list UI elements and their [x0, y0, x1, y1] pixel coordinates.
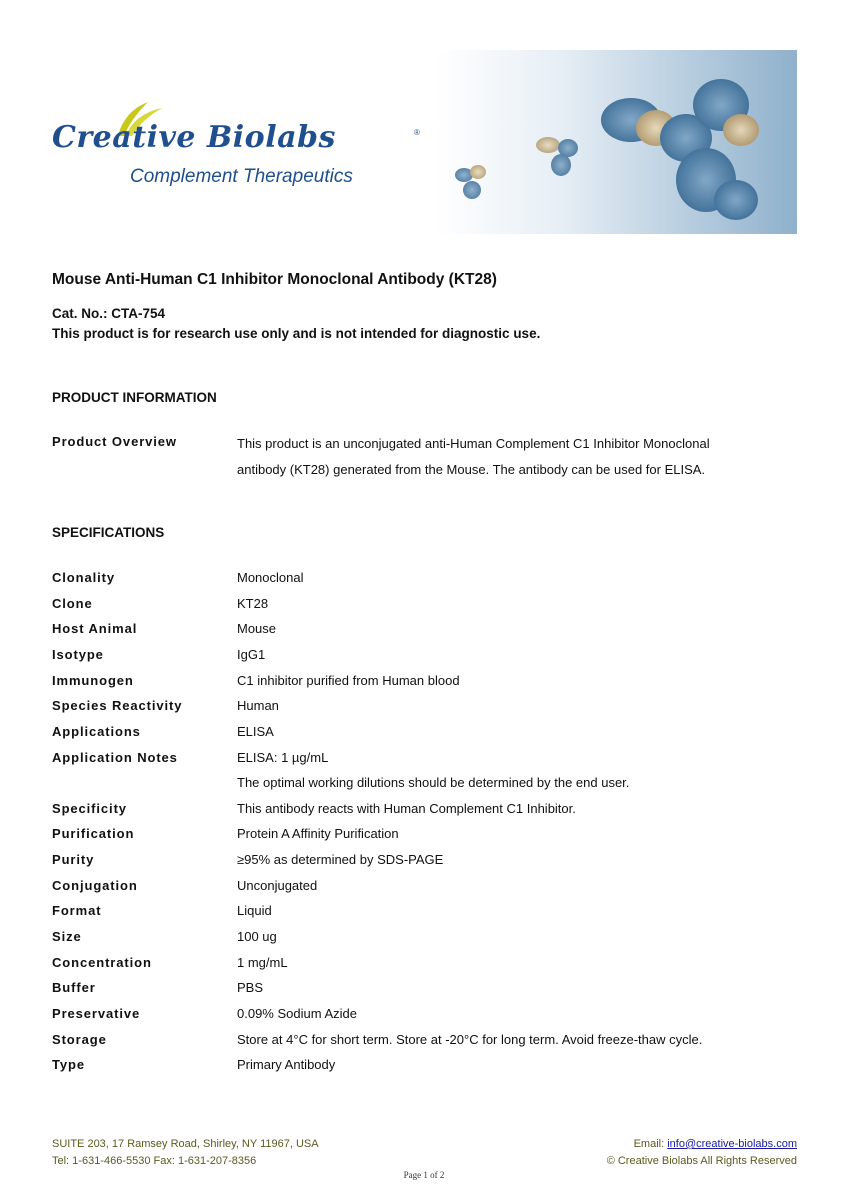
spec-value: Protein A Affinity Purification: [237, 826, 399, 841]
spec-value: Monoclonal: [237, 570, 304, 585]
page-number: Page 1 of 2: [403, 1170, 445, 1180]
footer-copyright: © Creative Biolabs All Rights Reserved: [606, 1155, 797, 1167]
spec-label: Purity: [52, 852, 95, 867]
product-overview-label: Product Overview: [52, 434, 177, 449]
spec-value: KT28: [237, 596, 269, 611]
spec-label: Size: [52, 929, 82, 944]
spec-label: Concentration: [52, 955, 152, 970]
spec-label: Isotype: [52, 647, 104, 662]
spec-value: Liquid: [237, 903, 272, 918]
spec-value: Unconjugated: [237, 878, 318, 893]
footer-phone: Tel: 1-631-466-5530 Fax: 1-631-207-8356: [52, 1155, 257, 1167]
spec-value: This antibody reacts with Human Complement C1 Inhibitor.: [237, 801, 576, 816]
product-title: Mouse Anti-Human C1 Inhibitor Monoclonal Antibody (KT28): [52, 271, 497, 288]
spec-value: PBS: [237, 980, 264, 995]
spec-value: Primary Antibody: [237, 1057, 336, 1072]
footer-email: [634, 1138, 797, 1150]
spec-label: Applications: [52, 724, 141, 739]
section-heading-specifications: SPECIFICATIONS: [52, 525, 165, 540]
catalog-number: Cat. No.: CTA-754: [52, 306, 166, 321]
spec-value: ELISA: [237, 724, 274, 739]
spec-label: Specificity: [52, 801, 127, 816]
spec-label: Format: [52, 903, 102, 918]
spec-value: 0.09% Sodium Azide: [237, 1006, 357, 1021]
spec-value: IgG1: [237, 647, 266, 662]
spec-label: Immunogen: [52, 673, 134, 688]
spec-value: C1 inhibitor purified from Human blood: [237, 673, 460, 688]
research-use-notice: This product is for research use only and is not intended for diagnostic use.: [52, 326, 541, 341]
spec-value: The optimal working dilutions should be determined by the end user.: [237, 775, 630, 790]
spec-label: Type: [52, 1057, 85, 1072]
spec-value: Store at 4°C for short term. Store at -20°C for long term. Avoid freeze-thaw cycle.: [237, 1032, 703, 1047]
spec-label: Conjugation: [52, 878, 138, 893]
spec-label: Storage: [52, 1032, 107, 1047]
email-link[interactable]: info@creative-biolabs.com: [667, 1138, 797, 1150]
product-overview-text: This product is an unconjugated anti-Human Complement C1 Inhibitor Monoclonal antibody (KT28) generated from the Mouse. The antibody can be used for ELISA.: [237, 436, 710, 477]
footer-email-label: Email:: [633, 1138, 668, 1150]
spec-label: Species Reactivity: [52, 698, 183, 713]
spec-label: Preservative: [52, 1006, 141, 1021]
spec-label: Buffer: [52, 980, 96, 995]
spec-value: 1 mg/mL: [237, 955, 288, 970]
spec-label: Application Notes: [52, 750, 178, 765]
footer-address: SUITE 203, 17 Ramsey Road, Shirley, NY 11967, USA: [52, 1138, 319, 1150]
spec-value: Mouse: [237, 621, 277, 636]
logo-subtitle: Complement Therapeutics: [130, 166, 353, 187]
registered-mark: ®: [414, 128, 420, 137]
spec-value: ≥95% as determined by SDS-PAGE: [237, 852, 444, 867]
spec-value: 100 ug: [237, 929, 277, 944]
antibody-banner-image: [436, 50, 797, 234]
spec-label: Purification: [52, 826, 135, 841]
spec-label: Clonality: [52, 570, 115, 585]
spec-value: ELISA: 1 µg/mL: [237, 750, 329, 765]
company-logo: Creative Biolabs: [52, 120, 336, 155]
spec-label: Host Animal: [52, 621, 138, 636]
spec-value: Human: [237, 698, 279, 713]
section-heading-product-information: PRODUCT INFORMATION: [52, 390, 217, 405]
spec-label: Clone: [52, 596, 93, 611]
